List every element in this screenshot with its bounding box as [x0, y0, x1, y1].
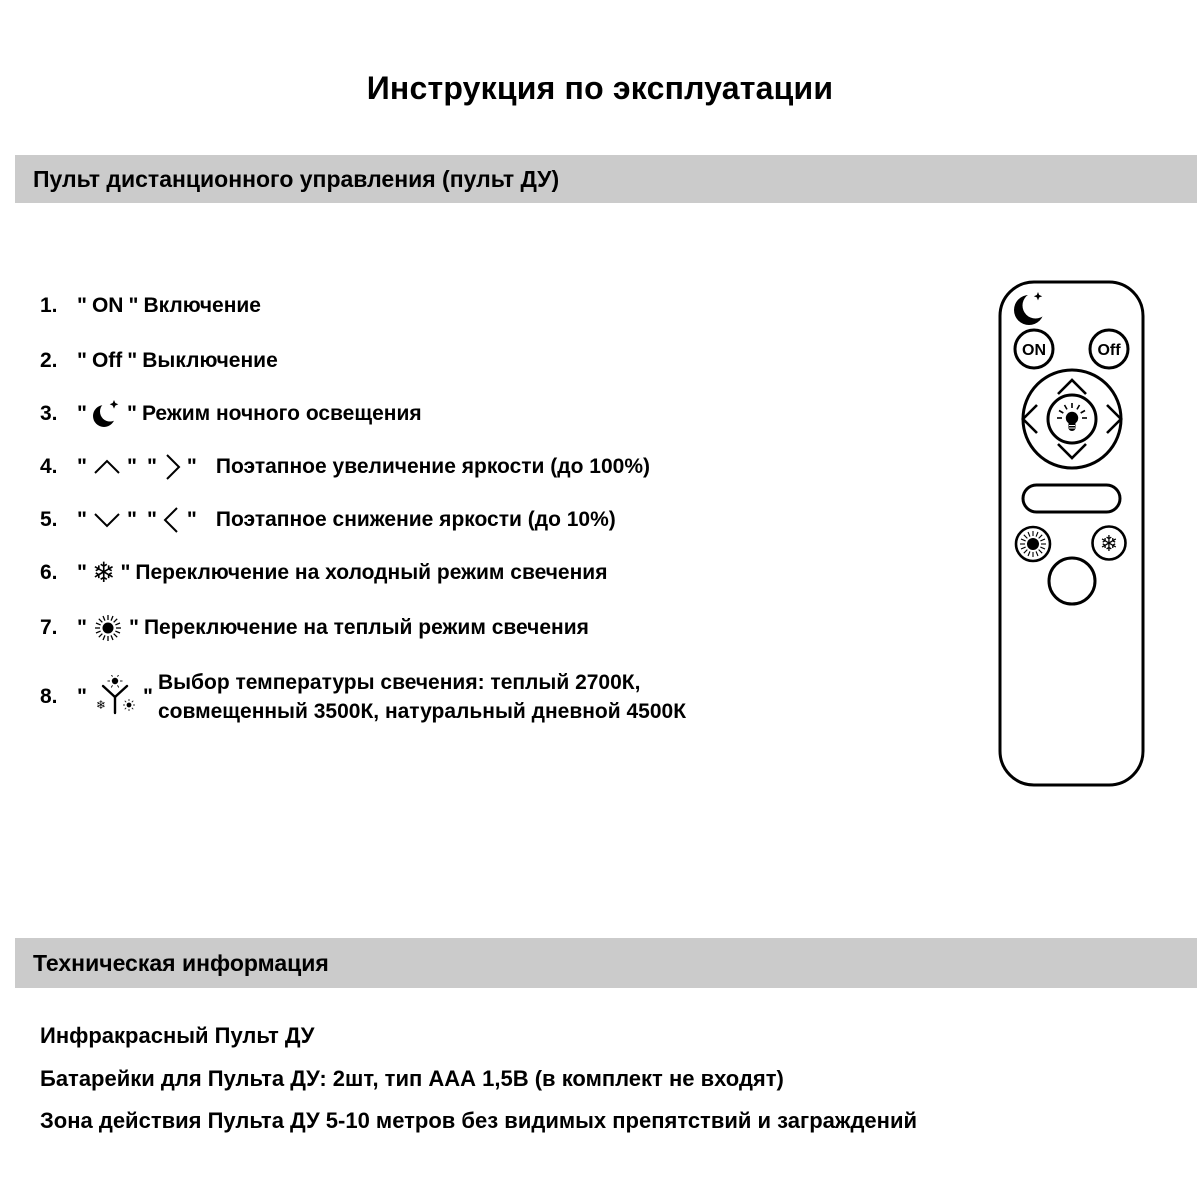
section-header-remote — [15, 155, 1197, 203]
quote-mark: " — [77, 508, 87, 531]
remote-bar-button — [1023, 485, 1120, 512]
quote-mark: " — [146, 455, 157, 478]
quote-mark: " — [77, 402, 87, 425]
item-number: 5. — [40, 508, 58, 531]
svg-text:ON: ON — [1022, 342, 1046, 359]
item-text-line1: Выбор температуры свечения: теплый 2700К, — [157, 671, 641, 694]
svg-text:❄: ❄ — [95, 698, 106, 712]
remote-control-diagram — [985, 262, 1160, 797]
quote-mark: " — [77, 616, 87, 639]
item-number: 6. — [40, 561, 58, 584]
item-text — [158, 668, 878, 726]
remote-off-button — [1090, 330, 1128, 368]
moon-icon — [92, 398, 122, 430]
item-text: Переключение на холодный режим свечения — [135, 561, 608, 584]
quote-mark: " — [126, 402, 137, 425]
remote-round-button — [1049, 558, 1095, 604]
off-button-label: Off — [91, 349, 123, 372]
tech-info-line: Инфракрасный Пульт ДУ — [40, 1023, 315, 1048]
quote-mark: " — [128, 616, 139, 639]
temperature-select-icon — [92, 675, 138, 719]
quote-mark: " — [77, 294, 87, 317]
section-header-tech-label: Техническая информация — [33, 949, 329, 976]
list-item-cold-mode — [40, 556, 608, 589]
svg-text:❄: ❄ — [1099, 532, 1119, 557]
item-text: Включение — [143, 294, 261, 317]
item-text: Поэтапное увеличение яркости (до 100%) — [215, 455, 650, 478]
snowflake-icon: ❄ — [91, 556, 116, 589]
quote-mark: " — [126, 455, 137, 478]
sun-icon — [92, 612, 124, 644]
on-button-label: ON — [91, 294, 124, 317]
item-number: 2. — [40, 349, 58, 372]
quote-mark: " — [186, 508, 197, 531]
tech-info-line: Батарейки для Пульта ДУ: 2шт, тип ААА 1,5В (в комплект не входят) — [40, 1066, 784, 1091]
list-item-temperature-select — [40, 668, 878, 726]
remote-on-button — [1015, 330, 1053, 368]
remote-cold-button — [1093, 527, 1126, 560]
section-header-tech — [15, 938, 1197, 988]
chevron-right-icon — [162, 452, 182, 482]
chevron-down-icon — [92, 509, 122, 531]
item-text: Режим ночного освещения — [141, 402, 422, 425]
quote-mark: " — [146, 508, 157, 531]
list-item-brightness-up — [40, 452, 650, 482]
tech-info-line: Зона действия Пульта ДУ 5-10 метров без видимых препятствий и заграждений — [40, 1108, 918, 1133]
item-text: Выключение — [142, 349, 278, 372]
quote-mark: " — [127, 349, 138, 372]
list-item-on — [40, 294, 261, 318]
page-title: Инструкция по эксплуатации — [366, 70, 834, 106]
item-text-line2: совмещенный 3500К, натуральный дневной 4500К — [157, 700, 687, 723]
section-header-remote-label: Пульт дистанционного управления (пульт ДУ) — [33, 165, 560, 192]
remote-dpad — [1023, 370, 1121, 468]
list-item-night-mode — [40, 398, 422, 430]
remote-warm-button — [1016, 527, 1050, 561]
svg-text:Off: Off — [1097, 342, 1121, 359]
item-number: 1. — [40, 294, 58, 317]
list-item-warm-mode — [40, 612, 589, 644]
item-number: 8. — [40, 685, 58, 708]
chevron-up-icon — [92, 456, 122, 478]
item-text: Переключение на теплый режим свечения — [143, 616, 589, 639]
item-number: 3. — [40, 402, 58, 425]
quote-mark: " — [126, 508, 137, 531]
chevron-left-icon — [162, 505, 182, 535]
quote-mark: " — [186, 455, 197, 478]
quote-mark: " — [77, 685, 87, 708]
item-number: 4. — [40, 455, 58, 478]
quote-mark: " — [77, 349, 87, 372]
quote-mark: " — [77, 455, 87, 478]
quote-mark: " — [128, 294, 139, 317]
item-number: 7. — [40, 616, 58, 639]
quote-mark: " — [120, 561, 131, 584]
item-text: Поэтапное снижение яркости (до 10%) — [215, 508, 616, 531]
list-item-off — [40, 349, 278, 373]
quote-mark: " — [142, 685, 153, 708]
quote-mark: " — [77, 561, 87, 584]
list-item-brightness-down — [40, 505, 616, 535]
